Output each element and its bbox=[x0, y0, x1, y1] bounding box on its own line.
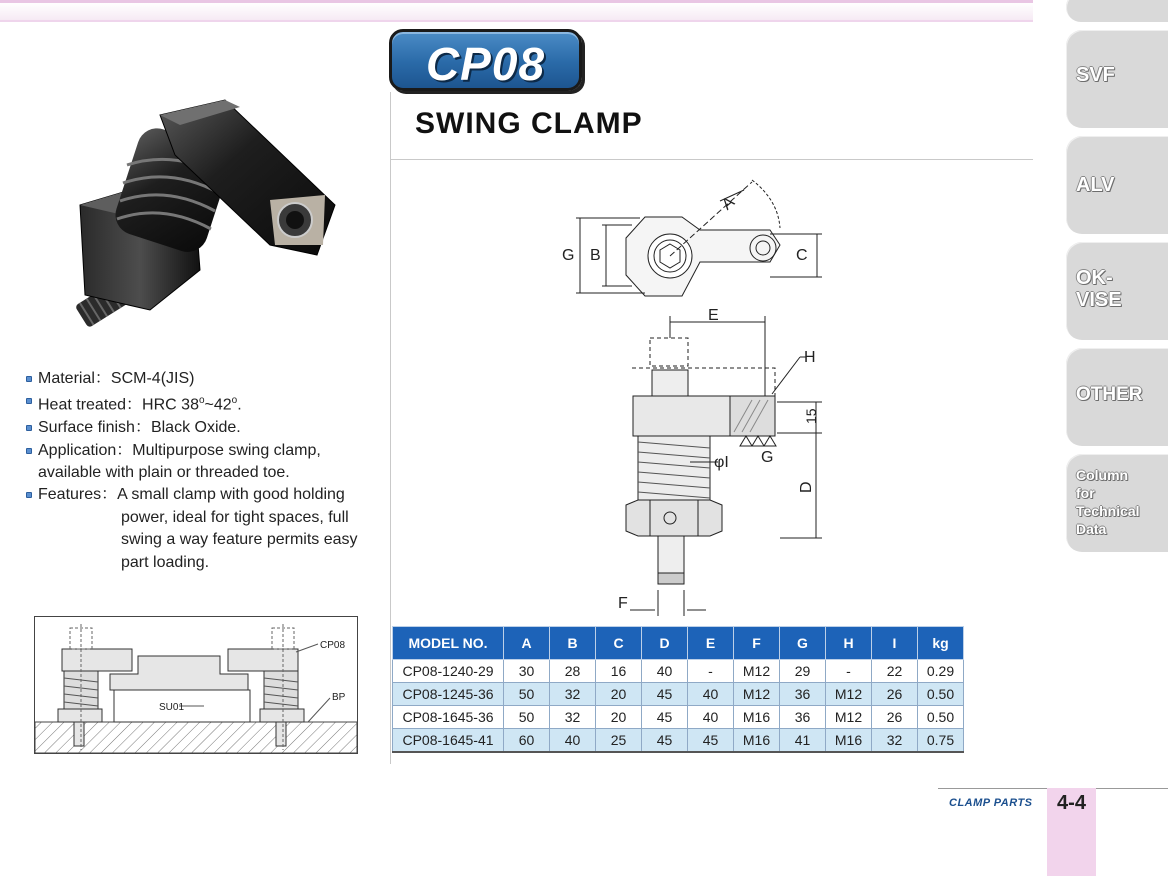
assembly-diagram bbox=[34, 616, 358, 754]
table-cell: 30 bbox=[504, 660, 550, 683]
product-photo bbox=[55, 95, 355, 340]
model-badge bbox=[389, 29, 582, 91]
table-row bbox=[393, 729, 964, 752]
model-code: CP08 bbox=[425, 38, 546, 90]
side-tab-label: Column for Technical Data bbox=[1076, 467, 1140, 537]
assembly-label-bp: BP bbox=[332, 692, 346, 703]
dim-label: D bbox=[798, 481, 815, 493]
table-cell: 45 bbox=[642, 729, 688, 752]
table-row bbox=[393, 683, 964, 706]
spec-features-cont: part loading. bbox=[121, 553, 210, 571]
table-cell: 36 bbox=[780, 706, 826, 729]
col-header: G bbox=[780, 627, 826, 660]
table-cell: 25 bbox=[596, 729, 642, 752]
table-cell: 45 bbox=[642, 683, 688, 706]
table-cell: 22 bbox=[872, 660, 918, 683]
table-cell: 32 bbox=[872, 729, 918, 752]
side-tab-ok-vise[interactable] bbox=[1066, 242, 1168, 340]
table-cell: 0.75 bbox=[918, 729, 964, 752]
table-cell: CP08-1645-41 bbox=[393, 729, 504, 752]
spec-application-cont: available with plain or threaded toe. bbox=[38, 463, 290, 481]
col-header: D bbox=[642, 627, 688, 660]
table-cell: M16 bbox=[826, 729, 872, 752]
table-cell: M12 bbox=[734, 660, 780, 683]
top-rule bbox=[0, 0, 1033, 22]
side-tab-previous[interactable] bbox=[1066, 0, 1168, 22]
table-cell: M16 bbox=[734, 729, 780, 752]
table-cell: 32 bbox=[550, 683, 596, 706]
table-cell: 40 bbox=[688, 706, 734, 729]
divider-vertical bbox=[390, 92, 391, 764]
spec-table bbox=[392, 626, 964, 753]
side-tab-label: SVF bbox=[1076, 64, 1115, 86]
spec-material: Material：SCM-4(JIS) bbox=[25, 368, 385, 390]
table-row bbox=[393, 660, 964, 683]
table-cell: 26 bbox=[872, 706, 918, 729]
bullet-icon bbox=[26, 398, 32, 404]
col-header: MODEL NO. bbox=[393, 627, 504, 660]
dim-label: C bbox=[796, 247, 808, 264]
col-header: H bbox=[826, 627, 872, 660]
page-title: SWING CLAMP bbox=[415, 107, 643, 140]
side-tab-label: ALV bbox=[1076, 174, 1115, 196]
col-header: F bbox=[734, 627, 780, 660]
col-header: C bbox=[596, 627, 642, 660]
side-tab-technical-data[interactable] bbox=[1066, 454, 1168, 552]
side-tab-alv[interactable] bbox=[1066, 136, 1168, 234]
col-header: I bbox=[872, 627, 918, 660]
spec-application: Application：Multipurpose swing clamp, bbox=[25, 440, 385, 462]
table-cell: - bbox=[688, 660, 734, 683]
dim-label: H bbox=[804, 349, 816, 366]
table-cell: 0.29 bbox=[918, 660, 964, 683]
col-header: A bbox=[504, 627, 550, 660]
divider-horizontal bbox=[390, 159, 1033, 160]
table-cell: M12 bbox=[826, 706, 872, 729]
assembly-label-cp08: CP08 bbox=[320, 640, 346, 651]
side-tab-label: OTHER bbox=[1076, 384, 1143, 405]
table-cell: M12 bbox=[826, 683, 872, 706]
bullet-icon bbox=[26, 492, 32, 498]
table-cell: - bbox=[826, 660, 872, 683]
spec-features: Features：A small clamp with good holding bbox=[25, 484, 385, 506]
table-cell: 26 bbox=[872, 683, 918, 706]
spec-surface-finish: Surface finish：Black Oxide. bbox=[25, 417, 385, 439]
col-header: B bbox=[550, 627, 596, 660]
assembly-label-su01: SU01 bbox=[159, 702, 185, 713]
dim-label: φI bbox=[714, 454, 729, 471]
col-header: kg bbox=[918, 627, 964, 660]
table-cell: 60 bbox=[504, 729, 550, 752]
technical-drawing bbox=[540, 170, 840, 620]
spec-heat-treated: Heat treated：HRC 38$^o$~42$^o$. bbox=[25, 390, 385, 417]
side-tab-other[interactable] bbox=[1066, 348, 1168, 446]
table-cell: 45 bbox=[642, 706, 688, 729]
table-cell: M12 bbox=[734, 683, 780, 706]
dim-label: A bbox=[718, 193, 739, 214]
table-cell: CP08-1240-29 bbox=[393, 660, 504, 683]
table-row bbox=[393, 706, 964, 729]
spec-features-cont: power, ideal for tight spaces, full bbox=[121, 508, 349, 526]
table-cell: 0.50 bbox=[918, 683, 964, 706]
page-number: 4-4 bbox=[1057, 792, 1086, 814]
table-header-row bbox=[393, 627, 964, 660]
dim-label: E bbox=[708, 307, 719, 324]
bullet-icon bbox=[26, 425, 32, 431]
table-cell: 45 bbox=[688, 729, 734, 752]
dim-label: G bbox=[562, 247, 575, 264]
table-cell: 36 bbox=[780, 683, 826, 706]
table-cell: 40 bbox=[688, 683, 734, 706]
col-header: E bbox=[688, 627, 734, 660]
spec-features-cont: swing a way feature permits easy bbox=[121, 531, 358, 549]
table-cell: 40 bbox=[550, 729, 596, 752]
page-number-box bbox=[1047, 788, 1096, 876]
table-cell: CP08-1645-36 bbox=[393, 706, 504, 729]
table-cell: CP08-1245-36 bbox=[393, 683, 504, 706]
table-cell: M16 bbox=[734, 706, 780, 729]
table-cell: 50 bbox=[504, 706, 550, 729]
bullet-icon bbox=[26, 376, 32, 382]
table-cell: 40 bbox=[642, 660, 688, 683]
table-cell: 20 bbox=[596, 683, 642, 706]
table-cell: 28 bbox=[550, 660, 596, 683]
side-tab-label: OK- VISE bbox=[1076, 267, 1122, 312]
table-cell: 0.50 bbox=[918, 706, 964, 729]
dim-label: F bbox=[618, 595, 628, 612]
table-cell: 50 bbox=[504, 683, 550, 706]
table-cell: 20 bbox=[596, 706, 642, 729]
dim-label: G bbox=[761, 449, 774, 466]
specifications bbox=[25, 368, 385, 574]
bullet-icon bbox=[26, 448, 32, 454]
table-cell: 16 bbox=[596, 660, 642, 683]
dim-label: 15 bbox=[803, 408, 819, 424]
table-cell: 32 bbox=[550, 706, 596, 729]
table-cell: 41 bbox=[780, 729, 826, 752]
section-label: CLAMP PARTS bbox=[949, 797, 1033, 809]
dim-label: B bbox=[590, 247, 601, 264]
table-cell: 29 bbox=[780, 660, 826, 683]
side-tab-svf[interactable] bbox=[1066, 30, 1168, 128]
